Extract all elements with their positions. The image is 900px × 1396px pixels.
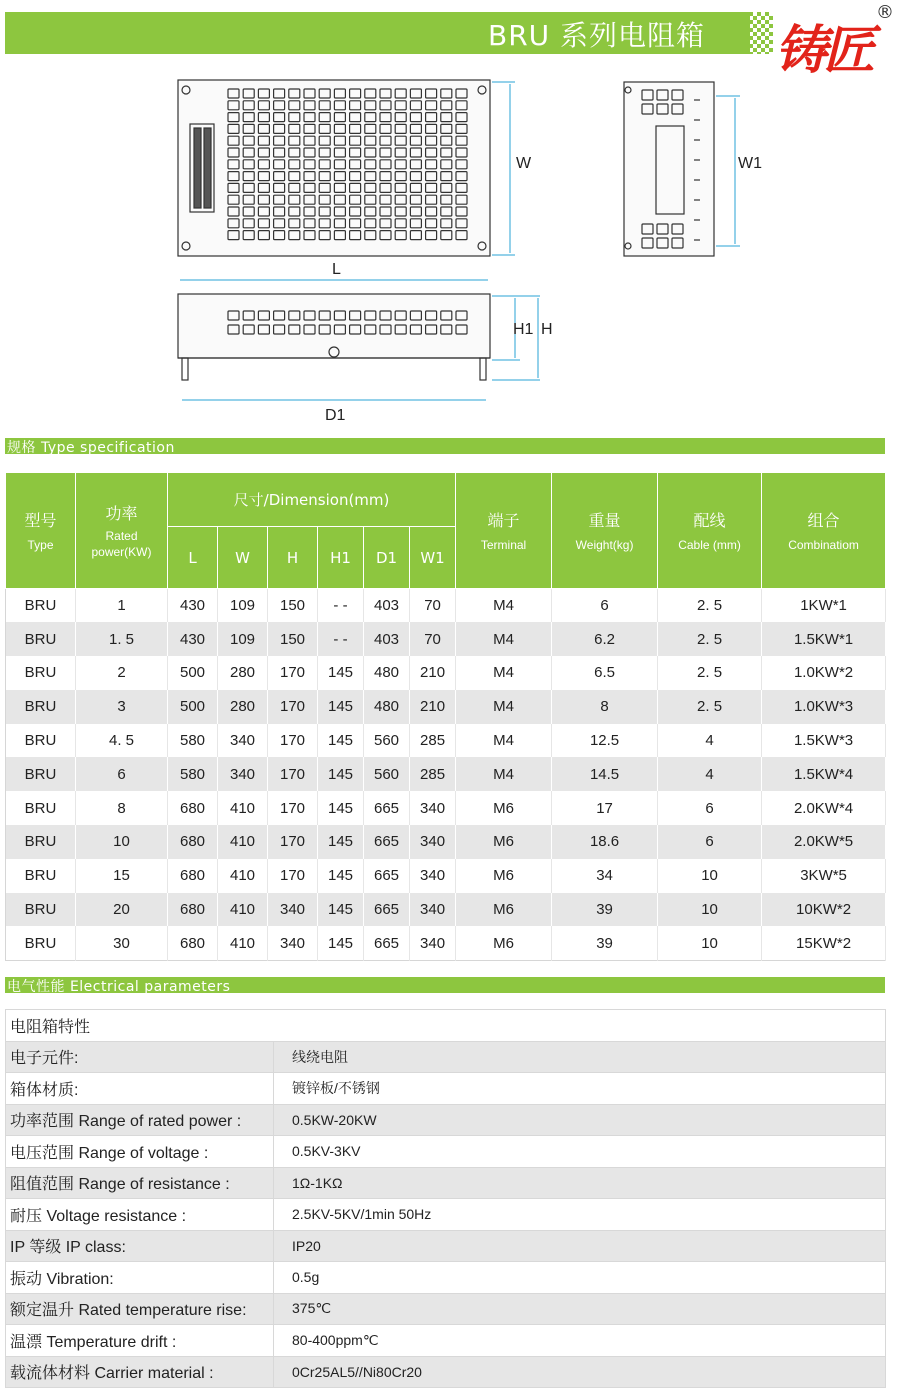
table-cell: BRU [6,859,76,893]
table-cell: 1KW*1 [762,589,886,623]
table-cell: 170 [268,757,318,791]
table-cell: M6 [456,893,552,927]
table-cell: 560 [364,724,410,758]
table-cell: 665 [364,926,410,960]
brand-logo: 铸匠 [775,20,872,81]
table-cell: 340 [218,724,268,758]
table-cell: 403 [364,622,410,656]
dim-label-h: H [541,321,553,338]
table-cell: 170 [268,690,318,724]
header-terminal: 端子 Terminal [456,473,552,589]
param-label: IP 等级 IP class: [6,1230,274,1262]
table-cell: 1.5KW*1 [762,622,886,656]
table-cell: BRU [6,893,76,927]
table-cell: 480 [364,690,410,724]
table-cell: 2 [76,656,168,690]
header-h: H [268,527,318,589]
table-cell: 410 [218,859,268,893]
table-cell: 1.5KW*3 [762,724,886,758]
param-value: 1Ω-1KΩ [274,1167,886,1199]
table-cell: 665 [364,893,410,927]
param-label: 额定温升 Rated temperature rise: [6,1293,274,1325]
dim-label-d1: D1 [325,407,346,424]
table-cell: 8 [76,791,168,825]
table-cell: M6 [456,926,552,960]
param-label: 载流体材料 Carrier material : [6,1356,274,1388]
table-cell: 10 [658,893,762,927]
table-cell: BRU [6,656,76,690]
table-cell: 170 [268,656,318,690]
table-cell: M6 [456,791,552,825]
table-cell: 70 [410,589,456,623]
table-cell: 109 [218,622,268,656]
table-cell: 285 [410,757,456,791]
table-row [6,1104,886,1136]
header-dimension: 尺寸/Dimension(mm) [168,473,456,527]
table-cell: 30 [76,926,168,960]
spec-table [5,472,886,961]
param-value: 镀锌板/不锈钢 [274,1073,886,1105]
table-cell: 15KW*2 [762,926,886,960]
side-view-drawing [624,82,714,256]
param-value: 0.5KW-20KW [274,1104,886,1136]
param-label: 电压范围 Range of voltage : [6,1136,274,1168]
table-cell: 665 [364,791,410,825]
elec-table [5,1009,886,1388]
table-row [6,757,886,791]
param-value: 0.5KV-3KV [274,1136,886,1168]
table-cell: 340 [268,893,318,927]
table-cell: 18.6 [552,825,658,859]
header-cable: 配线 Cable (mm) [658,473,762,589]
param-label: 耐压 Voltage resistance : [6,1199,274,1231]
table-cell: 410 [218,825,268,859]
top-view-drawing [178,80,490,256]
table-row [6,1325,886,1357]
table-cell: 8 [552,690,658,724]
table-cell: BRU [6,589,76,623]
table-row [6,1073,886,1105]
table-cell: 665 [364,859,410,893]
table-cell: BRU [6,926,76,960]
table-row [6,926,886,960]
table-cell: 70 [410,622,456,656]
elec-section-bar [5,977,885,993]
page-title: BRU 系列电阻箱 [488,19,706,52]
table-cell: 145 [318,656,364,690]
table-cell: 480 [364,656,410,690]
table-cell: 10KW*2 [762,893,886,927]
header-w: W [218,527,268,589]
table-cell: 1.5KW*4 [762,757,886,791]
param-value: 0Cr25AL5//Ni80Cr20 [274,1356,886,1388]
table-cell: M4 [456,656,552,690]
elec-heading: 电阻箱特性 [6,1010,886,1042]
table-cell: 17 [552,791,658,825]
table-cell: M4 [456,757,552,791]
table-cell: 1.0KW*3 [762,690,886,724]
table-cell: 2. 5 [658,589,762,623]
dim-label-w1: W1 [738,155,762,172]
table-cell: 6.5 [552,656,658,690]
table-cell: 145 [318,690,364,724]
param-label: 温漂 Temperature drift : [6,1325,274,1357]
dim-label-w: W [516,155,532,172]
table-cell: 145 [318,825,364,859]
table-row [6,1262,886,1294]
table-cell: 12.5 [552,724,658,758]
table-cell: 15 [76,859,168,893]
table-row [6,724,886,758]
table-cell: 1.0KW*2 [762,656,886,690]
table-cell: M4 [456,724,552,758]
table-cell: 680 [168,859,218,893]
table-cell: 665 [364,825,410,859]
table-cell: 410 [218,926,268,960]
table-row [6,622,886,656]
table-cell: 6.2 [552,622,658,656]
table-cell: 145 [318,893,364,927]
table-row [6,1293,886,1325]
technical-drawing [0,70,900,430]
table-cell: 145 [318,926,364,960]
table-cell: 10 [658,926,762,960]
table-cell: M4 [456,589,552,623]
table-cell: 410 [218,893,268,927]
table-cell: 340 [410,791,456,825]
param-value: 375℃ [274,1293,886,1325]
table-cell: 410 [218,791,268,825]
spec-section-bar [5,438,885,454]
table-cell: 6 [658,825,762,859]
table-cell: 14.5 [552,757,658,791]
header-h1: H1 [318,527,364,589]
table-cell: 6 [658,791,762,825]
table-cell: 150 [268,589,318,623]
table-cell: 145 [318,859,364,893]
table-cell: 170 [268,724,318,758]
table-cell: - - [318,589,364,623]
table-cell: 145 [318,757,364,791]
table-cell: 280 [218,690,268,724]
table-cell: M6 [456,859,552,893]
table-cell: - - [318,622,364,656]
table-cell: 210 [410,690,456,724]
param-value: 2.5KV-5KV/1min 50Hz [274,1199,886,1231]
table-cell: 1 [76,589,168,623]
table-cell: 150 [268,622,318,656]
table-cell: 4 [658,757,762,791]
table-row [6,1199,886,1231]
table-cell: M4 [456,622,552,656]
table-cell: 403 [364,589,410,623]
param-value: 80-400ppm℃ [274,1325,886,1357]
table-cell: 500 [168,656,218,690]
spec-table-body [6,589,886,961]
table-row [6,690,886,724]
table-cell: 10 [658,859,762,893]
table-cell: 680 [168,791,218,825]
param-value: 线绕电阻 [274,1041,886,1073]
header-combination: 组合 Combinatiom [762,473,886,589]
param-label: 振动 Vibration: [6,1262,274,1294]
table-row [6,1230,886,1262]
param-value: 0.5g [274,1262,886,1294]
table-cell: 680 [168,893,218,927]
table-cell: 580 [168,724,218,758]
table-row [6,791,886,825]
table-cell: 39 [552,893,658,927]
table-row [6,656,886,690]
table-cell: 680 [168,926,218,960]
dim-label-l: L [332,261,341,278]
table-cell: 340 [410,859,456,893]
front-view-drawing [178,294,490,380]
table-cell: 10 [76,825,168,859]
param-value: IP20 [274,1230,886,1262]
table-cell: 285 [410,724,456,758]
table-cell: 6 [76,757,168,791]
table-cell: 39 [552,926,658,960]
table-cell: 6 [552,589,658,623]
table-row [6,1356,886,1388]
dim-label-h1: H1 [513,321,534,338]
table-row [6,893,886,927]
table-cell: 430 [168,589,218,623]
table-cell: 4 [658,724,762,758]
header-checker-pattern [745,12,773,54]
table-cell: BRU [6,690,76,724]
table-cell: 1. 5 [76,622,168,656]
table-cell: 280 [218,656,268,690]
spec-section-title: 规格 Type specification [7,440,175,456]
table-cell: 170 [268,791,318,825]
table-cell: 2. 5 [658,622,762,656]
table-cell: 2.0KW*4 [762,791,886,825]
table-cell: 340 [410,893,456,927]
side-view-dimensions [716,96,740,246]
table-cell: BRU [6,724,76,758]
table-cell: 145 [318,791,364,825]
table-cell: 145 [318,724,364,758]
table-cell: 2. 5 [658,656,762,690]
table-cell: 109 [218,589,268,623]
table-cell: 340 [410,825,456,859]
table-cell: 340 [410,926,456,960]
header-w1: W1 [410,527,456,589]
param-label: 箱体材质: [6,1073,274,1105]
registered-mark: ® [876,2,894,23]
table-cell: 2.0KW*5 [762,825,886,859]
elec-section-title: 电气性能 Electrical parameters [7,979,231,995]
param-label: 阻值范围 Range of resistance : [6,1167,274,1199]
table-row [6,1041,886,1073]
table-cell: BRU [6,757,76,791]
table-cell: BRU [6,622,76,656]
table-row [6,859,886,893]
table-cell: M4 [456,690,552,724]
table-cell: 500 [168,690,218,724]
table-cell: 680 [168,825,218,859]
table-cell: BRU [6,791,76,825]
header-power: 功率 Rated power(KW) [76,473,168,589]
table-cell: 430 [168,622,218,656]
table-cell: 340 [268,926,318,960]
header-weight: 重量 Weight(kg) [552,473,658,589]
header-l: L [168,527,218,589]
table-row [6,589,886,623]
table-cell: 210 [410,656,456,690]
table-cell: 340 [218,757,268,791]
table-row [6,1136,886,1168]
table-cell: 20 [76,893,168,927]
table-cell: 2. 5 [658,690,762,724]
header-type: 型号 Type [6,473,76,589]
table-cell: 4. 5 [76,724,168,758]
table-cell: 170 [268,859,318,893]
table-cell: 560 [364,757,410,791]
table-cell: 580 [168,757,218,791]
table-row [6,825,886,859]
header-d1: D1 [364,527,410,589]
table-cell: M6 [456,825,552,859]
table-row [6,1167,886,1199]
table-cell: BRU [6,825,76,859]
table-cell: 3 [76,690,168,724]
table-cell: 3KW*5 [762,859,886,893]
param-label: 电子元件: [6,1041,274,1073]
table-cell: 34 [552,859,658,893]
table-cell: 170 [268,825,318,859]
param-label: 功率范围 Range of rated power : [6,1104,274,1136]
